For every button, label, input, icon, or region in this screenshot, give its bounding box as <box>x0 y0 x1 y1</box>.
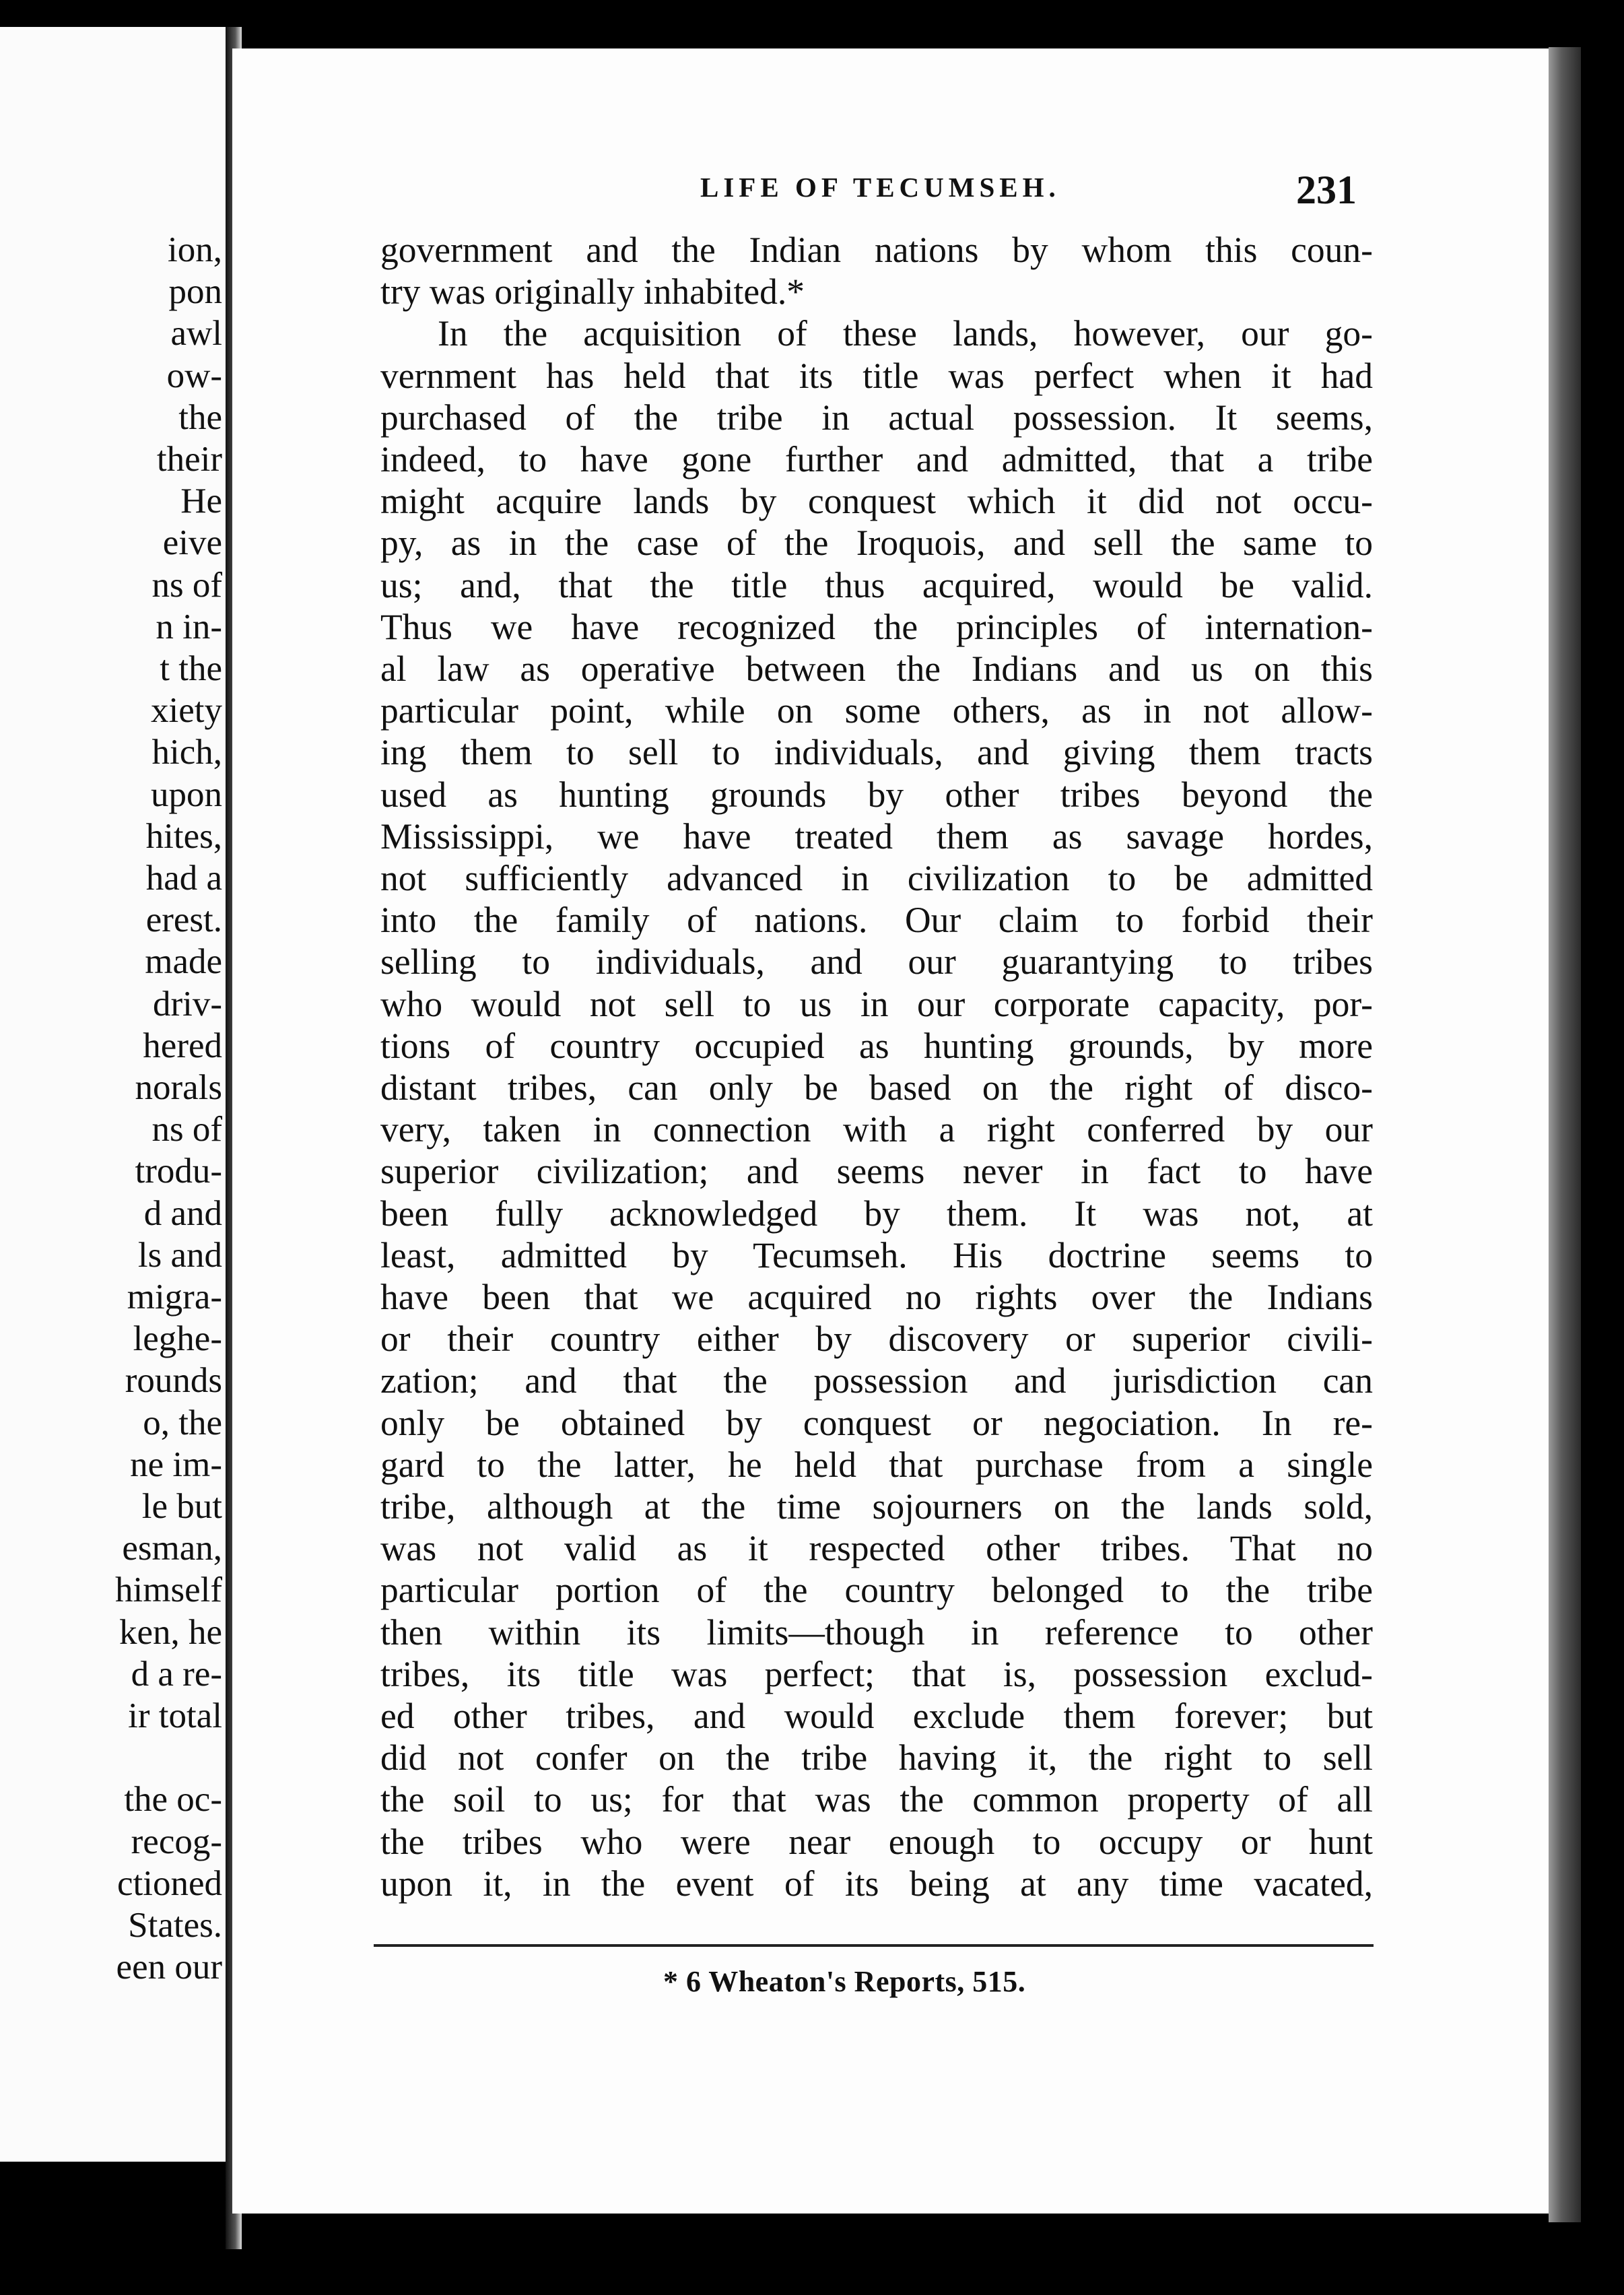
left-page-line: t the <box>160 649 222 688</box>
text-line: been fully acknowledged by them. It was not, at <box>380 1193 1373 1234</box>
text-line: then within its limits—though in reference to other <box>380 1611 1373 1653</box>
text-line: into the family of nations. Our claim to forbid their <box>380 900 1373 941</box>
text-line: particular portion of the country belonged to the tribe <box>380 1570 1373 1611</box>
left-page-line: upon <box>151 774 222 814</box>
text-line: purchased of the tribe in actual possession. It seems, <box>380 397 1373 438</box>
page-number: 231 <box>1296 168 1357 212</box>
left-page-line: hich, <box>151 733 222 772</box>
text-line: distant tribes, can only be based on the right of disco- <box>380 1067 1373 1108</box>
left-page-line: recog- <box>131 1822 222 1861</box>
left-page-line: migra- <box>127 1277 222 1317</box>
text-line: was not valid as it respected other tribes. That no <box>380 1528 1373 1569</box>
left-page-line: leghe- <box>133 1319 222 1359</box>
left-page-line: esman, <box>122 1529 222 1568</box>
left-page-line: een our <box>116 1948 222 1987</box>
left-page-line: erest. <box>145 900 222 940</box>
left-page-line: ir total <box>128 1696 222 1735</box>
left-page-line: driv- <box>152 984 222 1024</box>
text-line: superior civilization; and seems never in fact to have <box>380 1151 1373 1192</box>
text-line: very, taken in connection with a right conferred by our <box>380 1109 1373 1150</box>
text-line: not sufficiently advanced in civilization to be admitted <box>380 858 1373 898</box>
text-line: the soil to us; for that was the common property of all <box>380 1779 1373 1820</box>
left-page-line: awl <box>170 314 222 354</box>
left-page-line: norals <box>135 1068 222 1107</box>
left-page-line: rounds <box>125 1361 222 1401</box>
left-page-line: ctioned <box>117 1863 222 1903</box>
text-line: selling to individuals, and our guarantying to tribes <box>380 941 1373 983</box>
left-page-line: their <box>156 440 222 479</box>
footnote: * 6 Wheaton's Reports, 515. <box>663 1965 1026 1998</box>
text-line: In the acquisition of these lands, however, our go- <box>438 313 1373 354</box>
text-line: gard to the latter, he held that purchase from a single <box>380 1444 1373 1485</box>
text-line: ed other tribes, and would exclude them forever; but <box>380 1696 1373 1736</box>
left-page-line: eive <box>162 523 222 563</box>
left-page-line: ns of <box>151 565 222 605</box>
left-page-line: o, the <box>143 1403 222 1442</box>
left-page-line: He <box>180 481 222 521</box>
right-page <box>232 48 1549 2214</box>
text-line: zation; and that the possession and jurisdiction can <box>380 1360 1373 1401</box>
left-page-line: hites, <box>145 816 222 856</box>
text-line: or their country either by discovery or superior civili- <box>380 1319 1373 1360</box>
text-line: al law as operative between the Indians and us on this <box>380 648 1373 689</box>
text-line: tions of country occupied as hunting grounds, by more <box>380 1025 1373 1066</box>
left-page-line: pon <box>168 272 222 312</box>
left-page-line: d a re- <box>131 1654 222 1694</box>
text-line: upon it, in the event of its being at any time vacated, <box>380 1863 1373 1904</box>
text-line: tribes, its title was perfect; that is, possession exclud- <box>380 1653 1373 1694</box>
left-page-line: States. <box>128 1906 222 1945</box>
left-page-line: the oc- <box>124 1780 222 1820</box>
left-page-line: n in- <box>156 607 222 646</box>
text-line: used as hunting grounds by other tribes beyond the <box>380 774 1373 815</box>
left-page-line: the <box>178 397 222 437</box>
left-page-line: had a <box>145 859 222 898</box>
left-page-line: le but <box>141 1487 222 1526</box>
left-page-line: ls and <box>137 1235 222 1275</box>
page-edge <box>1549 47 1581 2222</box>
text-line: indeed, to have gone further and admitted, that a tribe <box>380 439 1373 479</box>
left-page-line: xiety <box>151 691 222 731</box>
page-header <box>232 167 1384 221</box>
footnote-rule <box>374 1944 1374 1947</box>
text-line: tribe, although at the time sojourners on the lands sold, <box>380 1486 1373 1527</box>
left-page-line: ow- <box>166 356 222 395</box>
left-page-line: d and <box>143 1193 222 1233</box>
text-line: least, admitted by Tecumseh. His doctrine seems to <box>380 1234 1373 1275</box>
text-line: government and the Indian nations by whom this coun- <box>380 230 1373 270</box>
left-page-line: ion, <box>168 230 222 269</box>
left-page-line: ns of <box>151 1110 222 1150</box>
text-line: ing them to sell to individuals, and giving them tracts <box>380 732 1373 773</box>
text-line: the tribes who were near enough to occupy or hunt <box>380 1821 1373 1862</box>
text-line: particular point, while on some others, as in not allow- <box>380 690 1373 731</box>
text-line: Thus we have recognized the principles of internation- <box>380 606 1373 647</box>
text-line: py, as in the case of the Iroquois, and sell the same to <box>380 523 1373 564</box>
left-page-line: ne im- <box>130 1444 222 1484</box>
text-line: Mississippi, we have treated them as savage hordes, <box>380 816 1373 857</box>
left-page-line: himself <box>115 1570 222 1610</box>
text-line: might acquire lands by conquest which it did not occu- <box>380 481 1373 522</box>
running-head: LIFE OF TECUMSEH. <box>700 172 1060 203</box>
text-line: have been that we acquired no rights over the Indians <box>380 1277 1373 1317</box>
text-line: who would not sell to us in our corporate capacity, por- <box>380 983 1373 1024</box>
left-page-line: ken, he <box>119 1612 222 1652</box>
text-line: only be obtained by conquest or negociation. In re- <box>380 1402 1373 1443</box>
left-page-line: hered <box>143 1026 222 1065</box>
left-page-fragment <box>0 27 240 2162</box>
left-page-line: made <box>145 942 222 982</box>
text-line: try was originally inhabited.* <box>380 271 805 312</box>
text-line: did not confer on the tribe having it, the right to sell <box>380 1737 1373 1778</box>
text-line: vernment has held that its title was perfect when it had <box>380 355 1373 396</box>
left-page-line: trodu- <box>135 1152 222 1191</box>
text-line: us; and, that the title thus acquired, would be valid. <box>380 564 1373 605</box>
